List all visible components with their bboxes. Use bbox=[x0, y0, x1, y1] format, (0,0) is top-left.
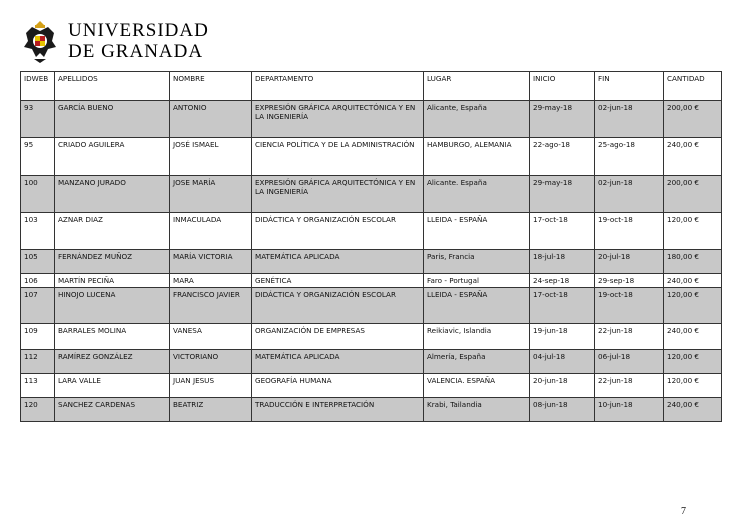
cell-lugar: Alicante. España bbox=[424, 176, 530, 213]
cell-inicio: 29-may-18 bbox=[530, 176, 595, 213]
cell-inicio: 20-jun-18 bbox=[530, 374, 595, 398]
cell-nombre: MARA bbox=[170, 274, 252, 288]
cell-idweb: 107 bbox=[21, 288, 55, 324]
cell-nombre: MARÍA VICTORIA bbox=[170, 250, 252, 274]
cell-lugar: HAMBURGO, ALEMANIA bbox=[424, 138, 530, 176]
cell-cantidad: 120,00 € bbox=[664, 374, 722, 398]
cell-nombre: INMACULADA bbox=[170, 213, 252, 250]
cell-lugar: VALENCIA. ESPAÑA bbox=[424, 374, 530, 398]
cell-lugar: Paris, Francia bbox=[424, 250, 530, 274]
column-header-idweb: IDWEB bbox=[21, 72, 55, 101]
cell-lugar: Reikiavic, Islandia bbox=[424, 324, 530, 350]
cell-cantidad: 240,00 € bbox=[664, 138, 722, 176]
cell-apellidos: AZNAR DIAZ bbox=[55, 213, 170, 250]
table-row bbox=[21, 398, 722, 422]
cell-apellidos: MARTÍN PECIÑA bbox=[55, 274, 170, 288]
table-row bbox=[21, 374, 722, 398]
column-header-nombre: NOMBRE bbox=[170, 72, 252, 101]
cell-cantidad: 120,00 € bbox=[664, 213, 722, 250]
cell-apellidos: MANZANO JURADO bbox=[55, 176, 170, 213]
university-name-line2: DE GRANADA bbox=[68, 41, 204, 62]
table-header-row bbox=[21, 72, 722, 101]
university-seal-icon bbox=[20, 19, 60, 63]
cell-inicio: 17-oct-18 bbox=[530, 288, 595, 324]
cell-fin: 02-jun-18 bbox=[595, 176, 664, 213]
cell-idweb: 93 bbox=[21, 101, 55, 138]
cell-apellidos: HINOJO LUCENA bbox=[55, 288, 170, 324]
cell-apellidos: RAMÍREZ GONZÁLEZ bbox=[55, 350, 170, 374]
cell-departamento: MATEMÁTICA APLICADA bbox=[252, 250, 424, 274]
table-row bbox=[21, 250, 722, 274]
cell-cantidad: 240,00 € bbox=[664, 274, 722, 288]
cell-idweb: 109 bbox=[21, 324, 55, 350]
column-header-apellidos: APELLIDOS bbox=[55, 72, 170, 101]
cell-apellidos: GARCÍA BUENO bbox=[55, 101, 170, 138]
cell-idweb: 100 bbox=[21, 176, 55, 213]
cell-idweb: 95 bbox=[21, 138, 55, 176]
cell-departamento: GEOGRAFÍA HUMANA bbox=[252, 374, 424, 398]
table-row bbox=[21, 213, 722, 250]
column-header-lugar: LUGAR bbox=[424, 72, 530, 101]
document-header bbox=[20, 18, 209, 64]
cell-lugar: LLEIDA - ESPAÑA bbox=[424, 288, 530, 324]
cell-lugar: Almería, España bbox=[424, 350, 530, 374]
table-row bbox=[21, 274, 722, 288]
cell-idweb: 103 bbox=[21, 213, 55, 250]
cell-inicio: 19-jun-18 bbox=[530, 324, 595, 350]
cell-apellidos: CRIADO AGUILERA bbox=[55, 138, 170, 176]
cell-nombre: JUAN JESUS bbox=[170, 374, 252, 398]
page-number: 7 bbox=[681, 506, 686, 517]
table-row bbox=[21, 288, 722, 324]
cell-departamento: EXPRESIÓN GRÁFICA ARQUITECTÓNICA Y EN LA INGENIERÍA bbox=[252, 176, 424, 213]
cell-inicio: 04-jul-18 bbox=[530, 350, 595, 374]
university-name-line1: UNIVERSIDAD bbox=[68, 20, 209, 41]
cell-inicio: 24-sep-18 bbox=[530, 274, 595, 288]
cell-departamento: DIDÁCTICA Y ORGANIZACIÓN ESCOLAR bbox=[252, 213, 424, 250]
cell-idweb: 105 bbox=[21, 250, 55, 274]
cell-departamento: GENÉTICA bbox=[252, 274, 424, 288]
cell-cantidad: 240,00 € bbox=[664, 324, 722, 350]
cell-cantidad: 180,00 € bbox=[664, 250, 722, 274]
cell-fin: 19-oct-18 bbox=[595, 213, 664, 250]
cell-fin: 02-jun-18 bbox=[595, 101, 664, 138]
column-header-inicio: INICIO bbox=[530, 72, 595, 101]
cell-apellidos: BARRALES MOLINA bbox=[55, 324, 170, 350]
table-row bbox=[21, 101, 722, 138]
cell-nombre: JOSE MARÍA bbox=[170, 176, 252, 213]
cell-idweb: 106 bbox=[21, 274, 55, 288]
university-name bbox=[68, 21, 209, 61]
cell-lugar: Krabi, Tailandia bbox=[424, 398, 530, 422]
table-row bbox=[21, 138, 722, 176]
travel-grants-table bbox=[20, 71, 722, 422]
column-header-cantidad: CANTIDAD bbox=[664, 72, 722, 101]
cell-lugar: Faro - Portugal bbox=[424, 274, 530, 288]
cell-fin: 29-sep-18 bbox=[595, 274, 664, 288]
cell-fin: 20-jul-18 bbox=[595, 250, 664, 274]
cell-cantidad: 200,00 € bbox=[664, 101, 722, 138]
cell-idweb: 112 bbox=[21, 350, 55, 374]
cell-inicio: 08-jun-18 bbox=[530, 398, 595, 422]
cell-apellidos: FERNÁNDEZ MUÑOZ bbox=[55, 250, 170, 274]
table-row bbox=[21, 176, 722, 213]
cell-apellidos: LARA VALLE bbox=[55, 374, 170, 398]
cell-departamento: TRADUCCIÓN E INTERPRETACIÓN bbox=[252, 398, 424, 422]
cell-departamento: DIDÁCTICA Y ORGANIZACIÓN ESCOLAR bbox=[252, 288, 424, 324]
cell-cantidad: 240,00 € bbox=[664, 398, 722, 422]
cell-departamento: MATEMÁTICA APLICADA bbox=[252, 350, 424, 374]
cell-nombre: ANTONIO bbox=[170, 101, 252, 138]
cell-inicio: 18-jul-18 bbox=[530, 250, 595, 274]
table-row bbox=[21, 350, 722, 374]
cell-departamento: ORGANIZACIÓN DE EMPRESAS bbox=[252, 324, 424, 350]
cell-fin: 22-jun-18 bbox=[595, 374, 664, 398]
cell-nombre: FRANCISCO JAVIER bbox=[170, 288, 252, 324]
cell-lugar: Alicante, España bbox=[424, 101, 530, 138]
cell-departamento: EXPRESIÓN GRÁFICA ARQUITECTÓNICA Y EN LA INGENIERÍA bbox=[252, 101, 424, 138]
cell-departamento: CIENCIA POLÍTICA Y DE LA ADMINISTRACIÓN bbox=[252, 138, 424, 176]
column-header-departamento: DEPARTAMENTO bbox=[252, 72, 424, 101]
cell-fin: 10-jun-18 bbox=[595, 398, 664, 422]
cell-nombre: VANESA bbox=[170, 324, 252, 350]
cell-fin: 22-jun-18 bbox=[595, 324, 664, 350]
cell-cantidad: 200,00 € bbox=[664, 176, 722, 213]
cell-inicio: 22-ago-18 bbox=[530, 138, 595, 176]
cell-cantidad: 120,00 € bbox=[664, 288, 722, 324]
cell-inicio: 17-oct-18 bbox=[530, 213, 595, 250]
column-header-fin: FIN bbox=[595, 72, 664, 101]
cell-lugar: LLEIDA - ESPAÑA bbox=[424, 213, 530, 250]
table-row bbox=[21, 324, 722, 350]
cell-nombre: JOSÉ ISMAEL bbox=[170, 138, 252, 176]
table-body bbox=[21, 101, 722, 422]
cell-inicio: 29-may-18 bbox=[530, 101, 595, 138]
cell-fin: 25-ago-18 bbox=[595, 138, 664, 176]
cell-fin: 19-oct-18 bbox=[595, 288, 664, 324]
cell-fin: 06-jul-18 bbox=[595, 350, 664, 374]
cell-cantidad: 120,00 € bbox=[664, 350, 722, 374]
cell-apellidos: SANCHEZ CARDENAS bbox=[55, 398, 170, 422]
cell-idweb: 113 bbox=[21, 374, 55, 398]
cell-idweb: 120 bbox=[21, 398, 55, 422]
cell-nombre: BEATRIZ bbox=[170, 398, 252, 422]
cell-nombre: VICTORIANO bbox=[170, 350, 252, 374]
